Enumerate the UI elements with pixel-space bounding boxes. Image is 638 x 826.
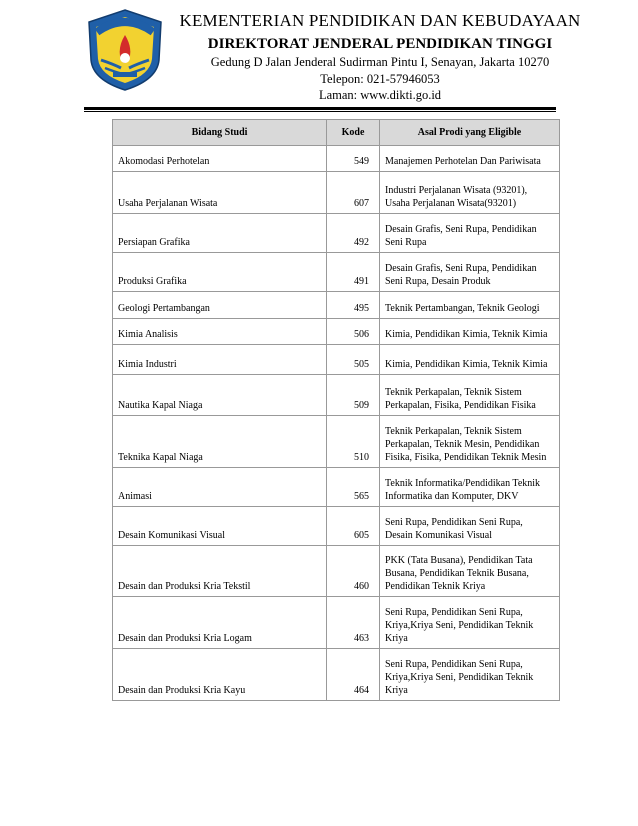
- cell-kode: 549: [327, 146, 380, 172]
- cell-asal-prodi: [380, 597, 560, 649]
- asal-prodi-line: Desain Grafis, Seni Rupa, Pendidikan: [385, 263, 537, 274]
- cell-bidang-studi: Desain dan Produksi Kria Kayu: [113, 649, 327, 701]
- asal-prodi-line: Seni Rupa, Pendidikan Seni Rupa,: [385, 607, 523, 618]
- cell-asal-prodi: [380, 507, 560, 546]
- table-row: [113, 172, 560, 214]
- asal-prodi-line: Usaha Perjalanan Wisata(93201): [385, 198, 517, 209]
- cell-bidang-studi: Usaha Perjalanan Wisata: [113, 172, 327, 214]
- directorate-name: DIREKTORAT JENDERAL PENDIDIKAN TINGGI: [207, 36, 553, 52]
- asal-prodi-line: Pendidikan Teknik Kriya: [385, 581, 486, 592]
- table-row: [113, 416, 560, 468]
- asal-prodi-line: Kriya: [385, 633, 408, 644]
- cell-kode: 464: [327, 649, 380, 701]
- cell-asal-prodi: [380, 214, 560, 253]
- asal-prodi-line: Teknik Informatika/Pendidikan Teknik: [385, 478, 541, 489]
- asal-prodi-line: Kimia, Pendidikan Kimia, Teknik Kimia: [385, 329, 548, 340]
- asal-prodi-line: Seni Rupa: [385, 237, 427, 248]
- cell-bidang-studi: Akomodasi Perhotelan: [113, 146, 327, 172]
- table-row: [113, 253, 560, 292]
- cell-asal-prodi: [380, 546, 560, 597]
- cell-bidang-studi: Desain dan Produksi Kria Logam: [113, 597, 327, 649]
- cell-kode: 460: [327, 546, 380, 597]
- cell-asal-prodi: [380, 345, 560, 375]
- cell-bidang-studi: Animasi: [113, 468, 327, 507]
- cell-kode: 505: [327, 345, 380, 375]
- table-row: [113, 319, 560, 345]
- asal-prodi-line: Kriya: [385, 685, 408, 696]
- address-line: Gedung D Jalan Jenderal Sudirman Pintu I, Senayan, Jakarta 10270: [210, 55, 550, 69]
- eligible-programs-table: [112, 119, 560, 701]
- table-body: [113, 146, 560, 701]
- table-row: [113, 597, 560, 649]
- letterhead: [0, 0, 638, 118]
- asal-prodi-line: Kimia, Pendidikan Kimia, Teknik Kimia: [385, 359, 548, 370]
- phone-line: Telepon: 021-57946053: [320, 72, 440, 86]
- cell-kode: 510: [327, 416, 380, 468]
- cell-bidang-studi: Nautika Kapal Niaga: [113, 375, 327, 416]
- cell-bidang-studi: Persiapan Grafika: [113, 214, 327, 253]
- cell-asal-prodi: [380, 416, 560, 468]
- cell-asal-prodi: [380, 649, 560, 701]
- asal-prodi-line: Industri Perjalanan Wisata (93201),: [385, 185, 528, 196]
- cell-kode: 492: [327, 214, 380, 253]
- table-row: [113, 468, 560, 507]
- cell-kode: 565: [327, 468, 380, 507]
- cell-asal-prodi: [380, 253, 560, 292]
- asal-prodi-line: Desain Komunikasi Visual: [385, 530, 492, 541]
- asal-prodi-line: Desain Grafis, Seni Rupa, Pendidikan: [385, 224, 537, 235]
- cell-kode: 491: [327, 253, 380, 292]
- cell-kode: 506: [327, 319, 380, 345]
- asal-prodi-line: Informatika dan Komputer, DKV: [385, 491, 519, 502]
- website-line: Laman: www.dikti.go.id: [318, 88, 442, 102]
- table-row: [113, 649, 560, 701]
- cell-asal-prodi: [380, 375, 560, 416]
- asal-prodi-line: Kriya,Kriya Seni, Pendidikan Teknik: [385, 672, 534, 683]
- asal-prodi-line: Teknik Perkapalan, Teknik Sistem: [385, 426, 522, 437]
- letterhead-divider: [84, 107, 556, 110]
- cell-bidang-studi: Desain Komunikasi Visual: [113, 507, 327, 546]
- ministry-name: KEMENTERIAN PENDIDIKAN DAN KEBUDAYAAN: [179, 11, 581, 30]
- header-bidang-studi: Bidang Studi: [113, 120, 327, 146]
- cell-asal-prodi: [380, 292, 560, 319]
- asal-prodi-line: Seni Rupa, Pendidikan Seni Rupa,: [385, 659, 523, 670]
- table-row: [113, 375, 560, 416]
- cell-kode: 463: [327, 597, 380, 649]
- cell-bidang-studi: Desain dan Produksi Kria Tekstil: [113, 546, 327, 597]
- asal-prodi-line: Teknik Perkapalan, Teknik Sistem: [385, 387, 522, 398]
- cell-asal-prodi: [380, 172, 560, 214]
- letterhead-divider-thin: [84, 111, 556, 112]
- table-row: [113, 507, 560, 546]
- cell-kode: 607: [327, 172, 380, 214]
- table-row: [113, 146, 560, 172]
- asal-prodi-line: Busana, Pendidikan Teknik Busana,: [385, 568, 529, 579]
- header-kode: Kode: [327, 120, 380, 146]
- cell-bidang-studi: Produksi Grafika: [113, 253, 327, 292]
- table-header-row: [113, 120, 560, 146]
- cell-bidang-studi: Teknika Kapal Niaga: [113, 416, 327, 468]
- asal-prodi-line: Teknik Pertambangan, Teknik Geologi: [385, 303, 540, 314]
- asal-prodi-line: Seni Rupa, Desain Produk: [385, 276, 491, 287]
- table-row: [113, 546, 560, 597]
- cell-asal-prodi: [380, 146, 560, 172]
- table-row: [113, 292, 560, 319]
- asal-prodi-line: Seni Rupa, Pendidikan Seni Rupa,: [385, 517, 523, 528]
- cell-bidang-studi: Kimia Analisis: [113, 319, 327, 345]
- cell-asal-prodi: [380, 468, 560, 507]
- asal-prodi-line: Manajemen Perhotelan Dan Pariwisata: [385, 156, 541, 167]
- cell-bidang-studi: Kimia Industri: [113, 345, 327, 375]
- cell-kode: 509: [327, 375, 380, 416]
- table-row: [113, 345, 560, 375]
- table-row: [113, 214, 560, 253]
- header-asal-prodi: Asal Prodi yang Eligible: [380, 120, 560, 146]
- cell-kode: 605: [327, 507, 380, 546]
- asal-prodi-line: PKK (Tata Busana), Pendidikan Tata: [385, 555, 533, 566]
- asal-prodi-line: Fisika, Fisika, Pendidikan Teknik Mesin: [385, 452, 547, 463]
- asal-prodi-line: Perkapalan, Fisika, Pendidikan Fisika: [385, 400, 536, 411]
- cell-bidang-studi: Geologi Pertambangan: [113, 292, 327, 319]
- cell-asal-prodi: [380, 319, 560, 345]
- cell-kode: 495: [327, 292, 380, 319]
- asal-prodi-line: Perkapalan, Teknik Mesin, Pendidikan: [385, 439, 540, 450]
- asal-prodi-line: Kriya,Kriya Seni, Pendidikan Teknik: [385, 620, 534, 631]
